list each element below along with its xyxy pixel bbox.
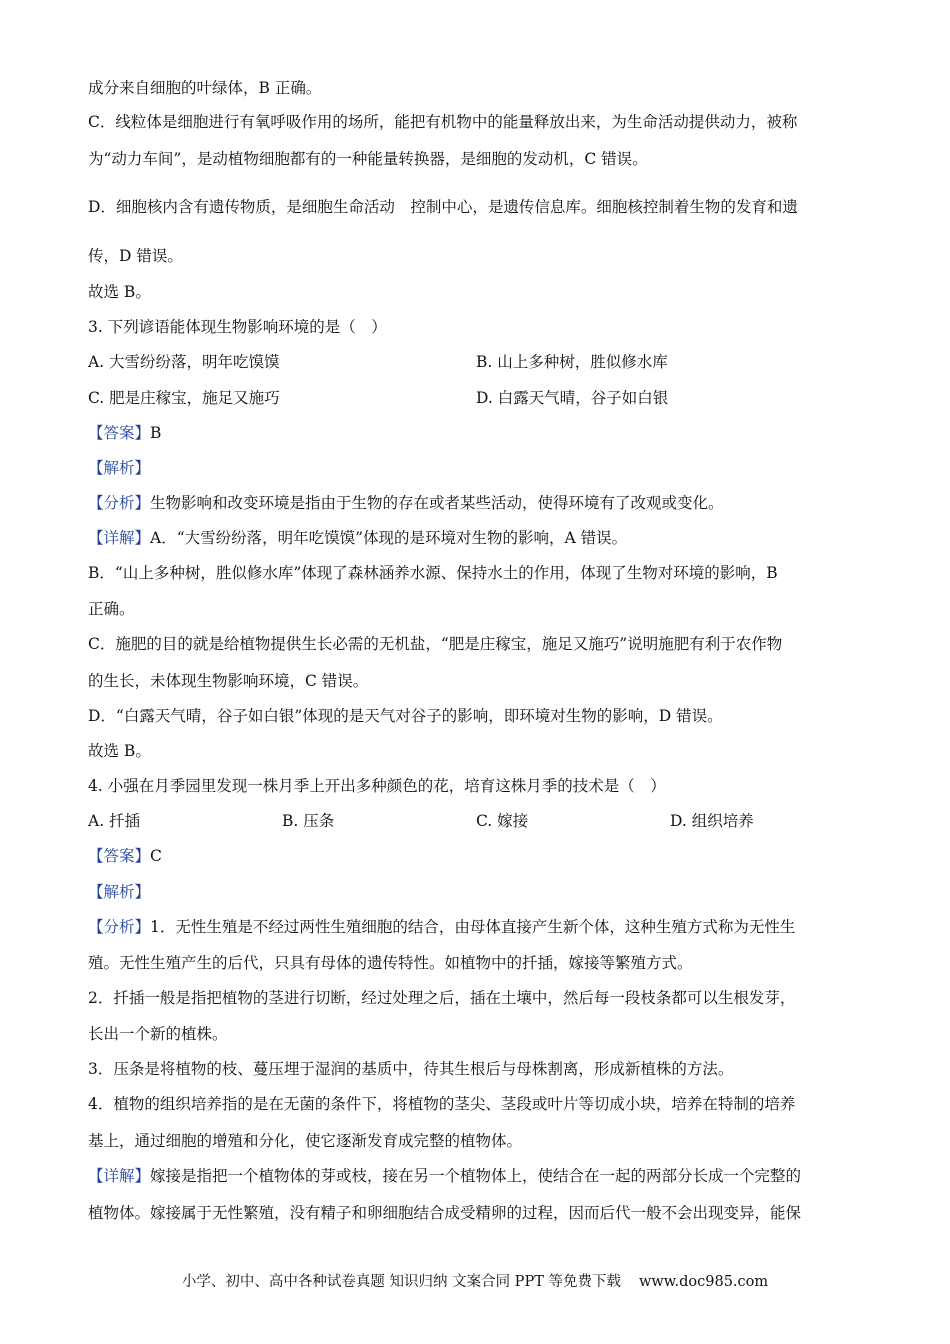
q4-option-d: D. 组织培养 <box>670 812 754 830</box>
answer-tag: 【答案】 <box>88 424 151 442</box>
q3-xiangjie <box>88 528 862 548</box>
text-line: B．“山上多种树，胜似修水库”体现了森林涵养水源、保持水土的作用，体现了生物对环境的影响，B <box>88 564 778 582</box>
q3-fenxi <box>88 493 862 513</box>
text-line: 植物体。嫁接属于无性繁殖，没有精子和卵细胞结合成受精卵的过程，因而后代一般不会出现变异，能保 <box>88 1204 802 1222</box>
text-line: 4．植物的组织培养指的是在无菌的条件下，将植物的茎尖、茎段或叶片等切成小块，培养在特制的培养 <box>88 1095 796 1113</box>
analysis-tag: 【解析】 <box>88 459 151 477</box>
footer-link[interactable]: www.doc985.com <box>638 1274 769 1290</box>
q4-option-c: C. 嫁接 <box>476 812 529 830</box>
text-line: 基上，通过细胞的增殖和分化，使它逐渐发育成完整的植物体。 <box>88 1132 523 1150</box>
text-line: 长出一个新的植株。 <box>88 1025 228 1043</box>
q3-analysis-heading <box>88 458 862 478</box>
analysis-tag: 【解析】 <box>88 883 151 901</box>
q4-xiangjie <box>88 1166 862 1186</box>
text-line: 故选 B。 <box>88 742 151 760</box>
question-4-stem: 4. 小强在月季园里发现一株月季上开出多种颜色的花，培育这株月季的技术是（ ） <box>88 777 666 795</box>
xiangjie-text: A．“大雪纷纷落，明年吃馍馍”体现的是环境对生物的影响，A 错误。 <box>150 529 628 547</box>
text-line: D．“白露天气晴，谷子如白银”体现的是天气对谷子的影响，即环境对生物的影响，D 错误。 <box>88 707 723 725</box>
text-line: C．施肥的目的就是给植物提供生长必需的无机盐，“肥是庄稼宝，施足又施巧”说明施肥有利于农作物 <box>88 635 783 653</box>
q4-option-a: A. 扦插 <box>88 812 141 830</box>
q3-option-b: B. 山上多种树，胜似修水库 <box>476 353 668 371</box>
q3-option-a: A. 大雪纷纷落，明年吃馍馍 <box>88 353 280 371</box>
text-line: 的生长，未体现生物影响环境，C 错误。 <box>88 672 369 690</box>
xiangjie-text: 嫁接是指把一个植物体的芽或枝，接在另一个植物体上，使结合在一起的两部分长成一个完整的 <box>150 1167 802 1185</box>
text-line: 2．扦插一般是指把植物的茎进行切断，经过处理之后，插在土壤中，然后每一段枝条都可以生根发芽， <box>88 989 796 1007</box>
text-line: 正确。 <box>88 600 135 618</box>
q3-answer <box>88 423 862 443</box>
text-line: 传，D 错误。 <box>88 247 183 265</box>
fenxi-tag: 【分析】 <box>88 918 151 936</box>
text-line: 成分来自细胞的叶绿体，B 正确。 <box>88 79 322 97</box>
xiangjie-tag: 【详解】 <box>88 1167 151 1185</box>
question-3-stem: 3. 下列谚语能体现生物影响环境的是（ ） <box>88 318 387 336</box>
q3-option-c: C. 肥是庄稼宝，施足又施巧 <box>88 389 280 407</box>
q3-option-d: D. 白露天气晴，谷子如白银 <box>476 389 669 407</box>
answer-value: C <box>150 847 162 865</box>
q4-option-b: B. 压条 <box>282 812 335 830</box>
answer-tag: 【答案】 <box>88 847 151 865</box>
q4-analysis-heading <box>88 882 862 902</box>
answer-value: B <box>150 424 162 442</box>
fenxi-text: 1．无性生殖是不经过两性生殖细胞的结合，由母体直接产生新个体，这种生殖方式称为无性生 <box>150 918 796 936</box>
page-footer <box>0 1270 950 1291</box>
text-line: 殖。无性生殖产生的后代，只具有母体的遗传特性。如植物中的扦插，嫁接等繁殖方式。 <box>88 954 693 972</box>
text-line: C．线粒体是细胞进行有氧呼吸作用的场所，能把有机物中的能量释放出来，为生命活动提供动力，被称 <box>88 113 798 131</box>
q4-answer <box>88 846 862 866</box>
footer-text: 小学、初中、高中各种试卷真题 知识归纳 文案合同 PPT 等免费下载 <box>181 1274 621 1290</box>
text-line: D．细胞核内含有遗传物质，是细胞生命活动 控制中心，是遗传信息库。细胞核控制着生物的发育和遗 <box>88 198 798 216</box>
xiangjie-tag: 【详解】 <box>88 529 151 547</box>
text-line: 故选 B。 <box>88 283 151 301</box>
q4-fenxi <box>88 917 862 937</box>
fenxi-tag: 【分析】 <box>88 494 151 512</box>
fenxi-text: 生物影响和改变环境是指由于生物的存在或者某些活动，使得环境有了改观或变化。 <box>150 494 724 512</box>
text-line: 为“动力车间”，是动植物细胞都有的一种能量转换器，是细胞的发动机，C 错误。 <box>88 150 648 168</box>
text-line: 3．压条是将植物的枝、蔓压埋于湿润的基质中，待其生根后与母株割离，形成新植株的方法。 <box>88 1060 734 1078</box>
